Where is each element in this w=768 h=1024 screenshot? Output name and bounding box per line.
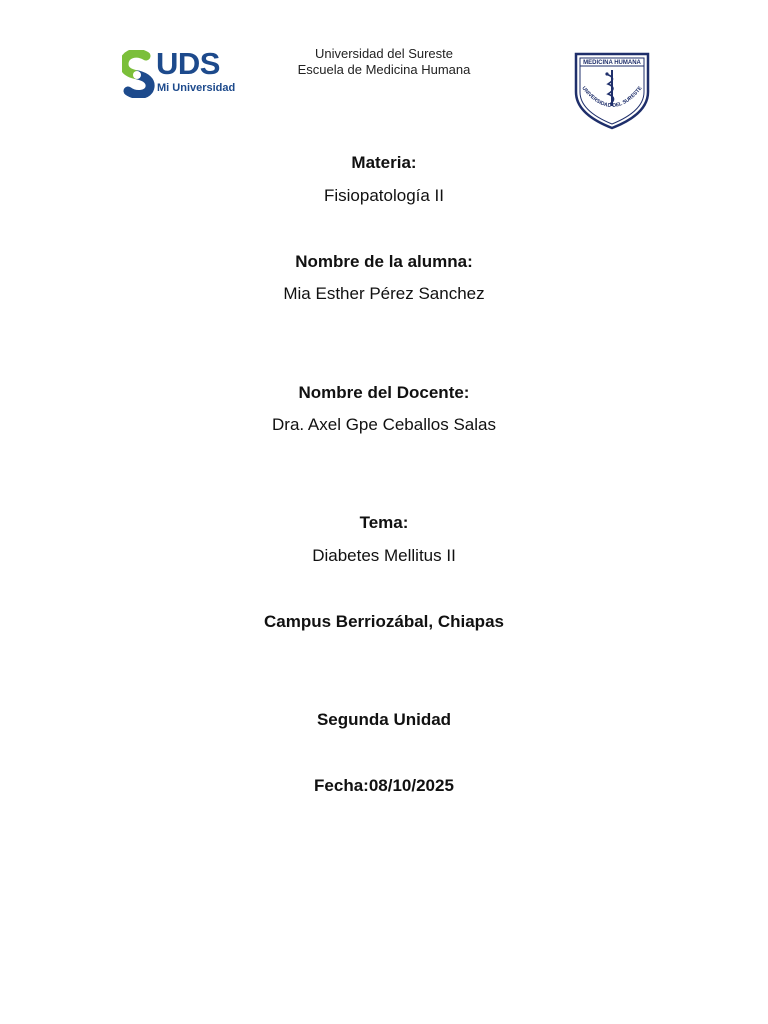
- seal-top-text: MEDICINA HUMANA: [583, 60, 641, 66]
- uds-logo-mark-icon: [122, 50, 156, 98]
- uds-logo: [122, 46, 236, 98]
- materia-value: Fisiopatología II: [323, 186, 444, 205]
- unit-text: Segunda Unidad: [316, 710, 452, 729]
- topic-label: Tema:: [359, 513, 409, 532]
- topic-value: Diabetes Mellitus II: [312, 546, 456, 565]
- materia-label: Materia:: [351, 153, 417, 172]
- school-name: Escuela de Medicina Humana: [297, 62, 471, 77]
- campus-text: Campus Berriozábal, Chiapas: [264, 612, 504, 631]
- student-name: Mia Esther Pérez Sanchez: [283, 284, 485, 303]
- medicine-seal-logo: [572, 48, 652, 130]
- seal-bottom-text: UNIVERSIDAD DEL SURESTE: [580, 85, 644, 110]
- date-text: Fecha:08/10/2025: [314, 776, 454, 795]
- student-label: Nombre de la alumna:: [295, 252, 473, 271]
- institution-name: Universidad del Sureste: [314, 46, 454, 61]
- header-institution: [250, 46, 518, 78]
- logo-tagline: Mi Universidad: [157, 82, 236, 94]
- teacher-label: Nombre del Docente:: [298, 383, 470, 402]
- teacher-name: Dra. Axel Gpe Ceballos Salas: [272, 415, 496, 434]
- logo-brand-text: UDS: [156, 46, 220, 81]
